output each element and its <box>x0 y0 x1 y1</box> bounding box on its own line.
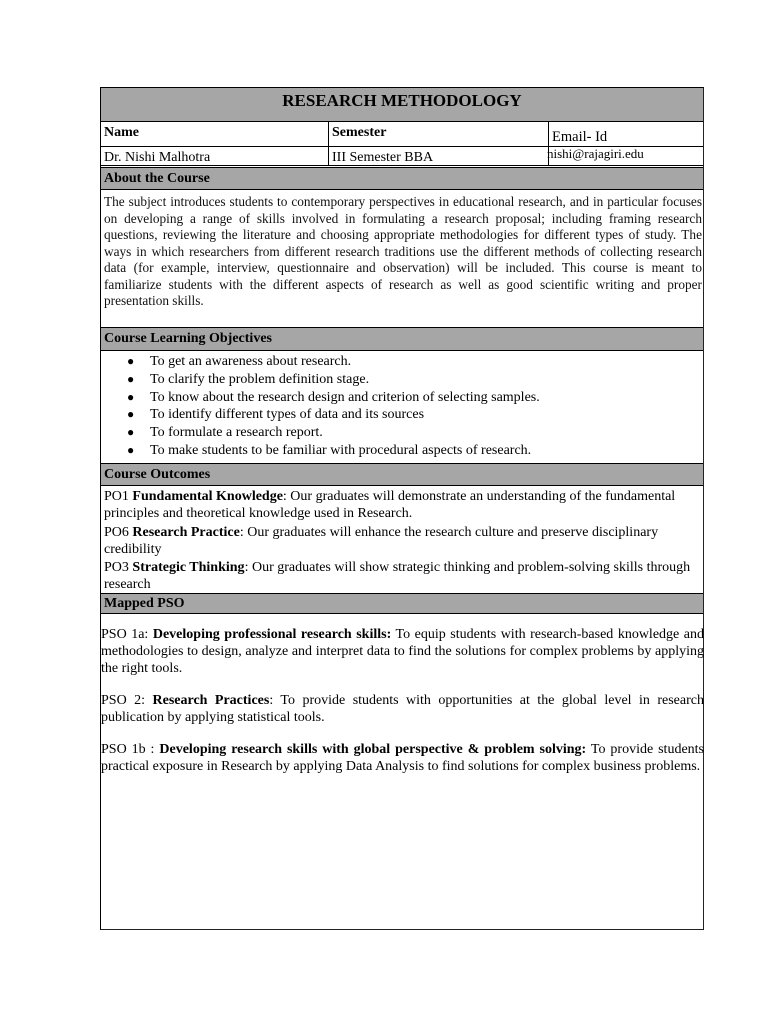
list-item: ● To know about the research design and criterion of selecting samples. <box>127 389 540 405</box>
name-value: Dr. Nishi Malhotra <box>101 147 329 165</box>
email-value: nishi@rajagiri.edu <box>547 146 644 161</box>
pso-list <box>101 626 704 790</box>
outcomes-heading: Course Outcomes <box>101 463 703 486</box>
course-sheet <box>100 87 704 930</box>
header-label-row <box>101 122 703 147</box>
about-text: The subject introduces students to contemporary perspectives in educational research, and in particular focuses on developing a range of skills involved in formulating a research proposal; including framing research questions, reviewing the literature and choosing appropriate methodologies for different types of study. The ways in which researchers from different research traditions use the different methods of collecting research data (for example, interview, questionnaire and observation) will be included. This course is meant to familiarize students with the different aspects of research as well as good scientific writing and proper presentation skills. <box>104 194 702 308</box>
document-title: RESEARCH METHODOLOGY <box>101 88 703 122</box>
objectives-list <box>101 353 701 460</box>
list-item: ● To clarify the problem definition stage. <box>127 371 370 387</box>
semester-value: III Semester BBA <box>329 147 549 165</box>
bullet-icon: ● <box>127 389 135 404</box>
pso-1b: PSO 1b : Developing research skills with global perspective & problem solving: To provide students practical exposure in Research by applying Data Analysis to find solutions for complex business problems. <box>101 742 705 774</box>
bullet-icon: ● <box>127 354 135 368</box>
semester-label: Semester <box>329 122 549 146</box>
pso-heading: Mapped PSO <box>101 593 703 614</box>
list-item: ● To get an awareness about research. <box>127 354 352 369</box>
list-item: ● To make students to be familiar with procedural aspects of research. <box>127 442 532 458</box>
outcome-po6: PO6 Research Practice: Our graduates will enhance the research culture and preserve disciplinary credibility <box>104 524 659 557</box>
pso-2: PSO 2: Research Practices: To provide students with opportunities at the global level in research publication by applying statistical tools. <box>101 693 704 725</box>
outcome-po1: PO1 Fundamental Knowledge: Our graduates will demonstrate an understanding of the fundamental principles and theoretical knowledge used in Research. <box>104 489 676 521</box>
list-item: ● To identify different types of data and its sources <box>127 407 425 423</box>
email-label: Email- Id <box>552 129 608 145</box>
outcomes-list <box>104 488 702 595</box>
name-label: Name <box>101 122 329 146</box>
bullet-icon: ● <box>127 442 135 457</box>
objectives-heading: Course Learning Objectives <box>101 327 703 351</box>
list-item: ● To formulate a research report. <box>127 425 323 441</box>
bullet-icon: ● <box>127 371 135 386</box>
bullet-icon: ● <box>127 425 135 440</box>
header-value-row <box>101 147 703 166</box>
about-heading: About the Course <box>101 167 703 190</box>
outcome-po3: PO3 Strategic Thinking: Our graduates will show strategic thinking and problem-solving skills through research <box>104 560 691 592</box>
bullet-icon: ● <box>127 407 135 422</box>
pso-1a: PSO 1a: Developing professional research skills: To equip students with research-based knowledge and methodologies to design, analyze and interpret data to find the solutions for complex problems by applying the right tools. <box>101 627 704 676</box>
